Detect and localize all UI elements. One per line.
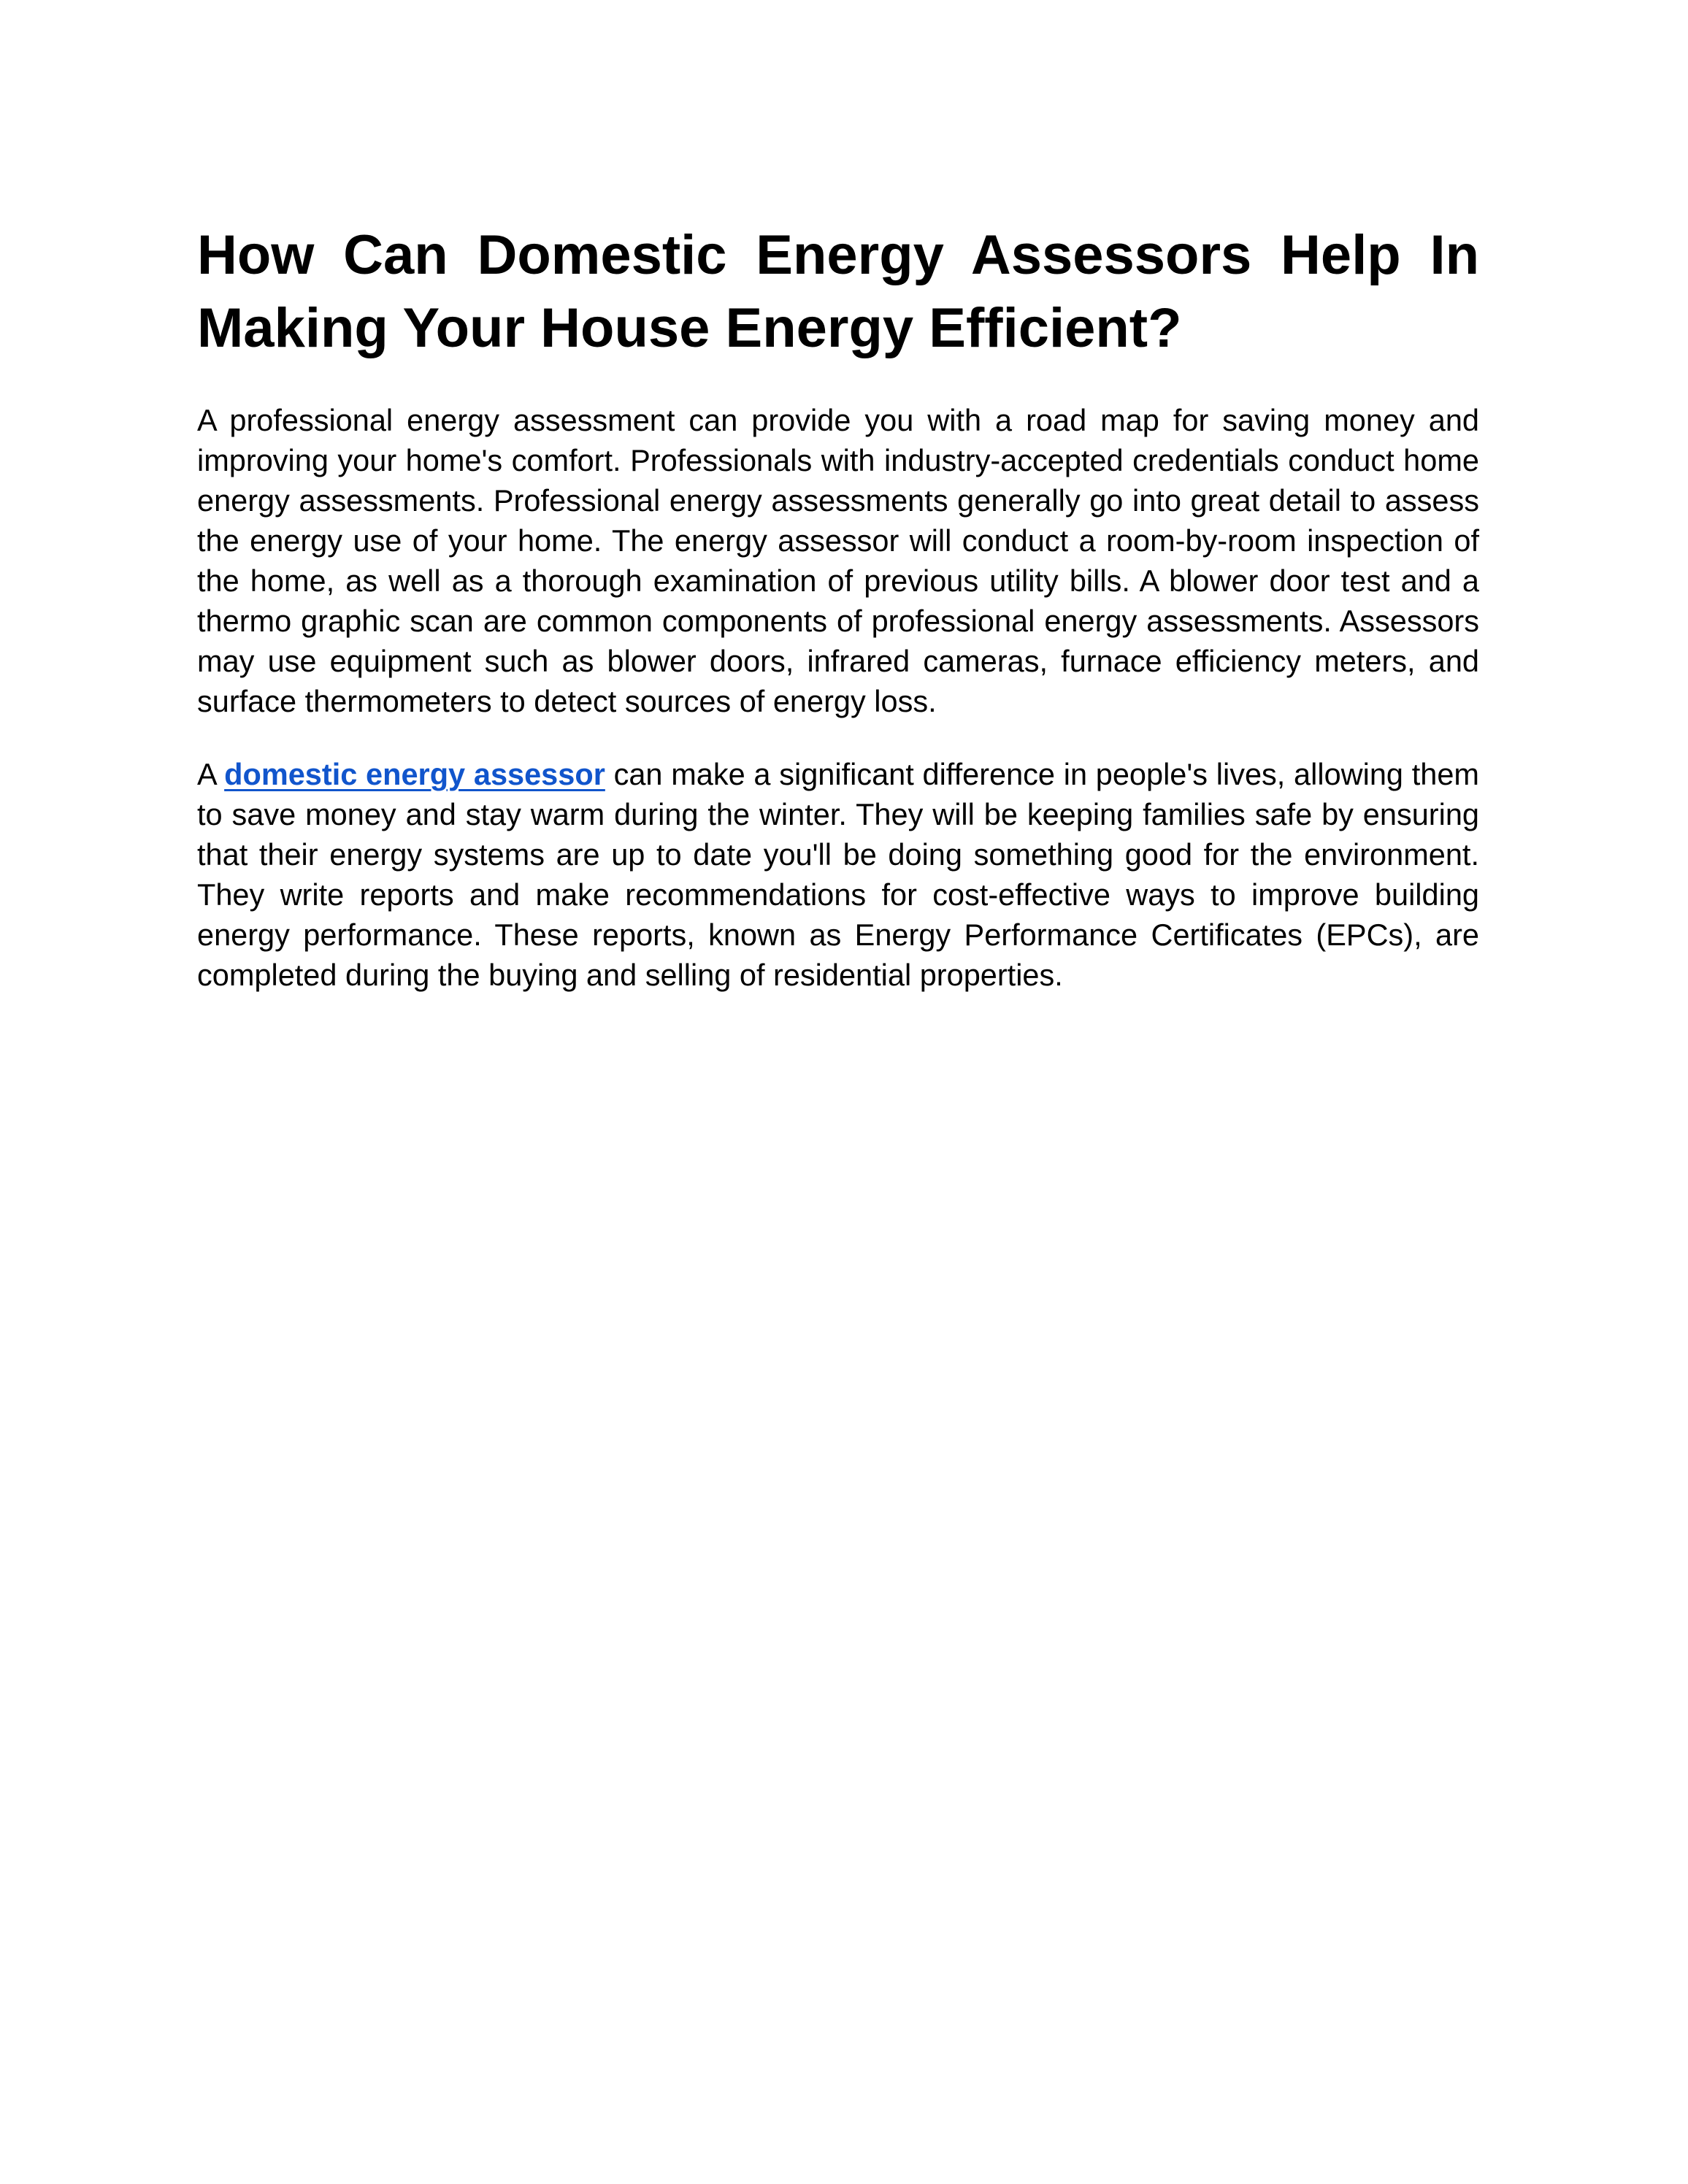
paragraph-assessment-overview: A professional energy assessment can provide you with a road map for saving money and improving your home's comfort. Professionals with industry-accepted credentials conduct home energy assessments. Professional energy assessments generally go into great detail to assess the energy use of your home. The energy assessor will conduct a room-by-room inspection of the home, as well as a thorough examination of previous utility bills. A blower door test and a thermo graphic scan are common components of professional energy assessments. Assessors may use equipment such as blower doors, infrared cameras, furnace efficiency meters, and surface thermometers to detect sources of energy loss. xyxy=(197,403,1479,718)
document-page xyxy=(197,219,1479,995)
document-title: How Can Domestic Energy Assessors Help In Making Your House Energy Efficient? xyxy=(197,224,1479,359)
paragraph-lead-text: A xyxy=(197,757,216,791)
domestic-energy-assessor-link[interactable]: domestic energy assessor xyxy=(224,757,605,791)
paragraph-body-text: can make a significant difference in people's lives, allowing them to save money and stay warm during the winter. They will be keeping families safe by ensuring that their energy systems are up to date you'll be doing something good for the environment. They write reports and make recommendations for cost-effective ways to improve building energy performance. These reports, known as Energy Performance Certificates (EPCs), are completed during the buying and selling of residential properties. xyxy=(197,757,1479,992)
paragraph-domestic-assessor xyxy=(197,754,1479,995)
